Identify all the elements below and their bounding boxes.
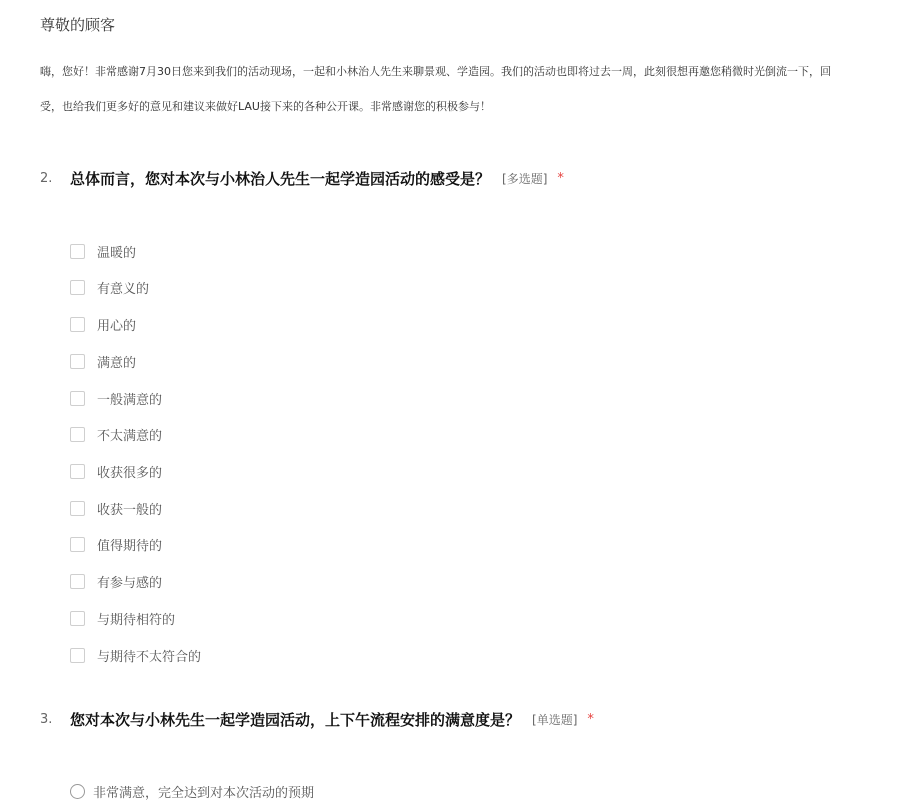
option-label[interactable]: 一般满意的 — [97, 392, 163, 408]
option-label[interactable]: 温暖的 — [97, 245, 137, 261]
checkbox-option[interactable] — [70, 460, 162, 482]
checkbox-option[interactable] — [70, 350, 136, 372]
question-type-label: [多选题] — [502, 172, 548, 186]
option-label[interactable]: 满意的 — [97, 355, 137, 371]
option-label[interactable]: 值得期待的 — [97, 538, 163, 554]
question-title: 总体而言，您对本次与小林治人先生一起学造园活动的感受是？ — [70, 170, 491, 188]
checkbox-option[interactable] — [70, 607, 175, 629]
intro-text — [40, 54, 900, 124]
checkbox-option[interactable] — [70, 276, 149, 298]
question-2-header — [40, 168, 564, 189]
option-label[interactable]: 用心的 — [97, 318, 137, 334]
question-3-header — [40, 709, 594, 730]
checkbox-option[interactable] — [70, 423, 162, 445]
required-marker: * — [557, 171, 564, 186]
checkbox-option[interactable] — [70, 387, 162, 409]
option-label[interactable]: 有意义的 — [97, 281, 150, 297]
checkbox[interactable] — [70, 574, 85, 589]
question-number: 2. — [40, 171, 53, 186]
checkbox[interactable] — [70, 537, 85, 552]
intro-line: 受，也给我们更多好的意见和建议来做好LAU接下来的各种公开课。非常感谢您的积极参与！ — [40, 100, 491, 113]
checkbox[interactable] — [70, 354, 85, 369]
checkbox-option[interactable] — [70, 570, 162, 592]
radio-option[interactable] — [70, 780, 314, 802]
checkbox-option[interactable] — [70, 240, 136, 262]
question-number: 3. — [40, 712, 53, 727]
question-title: 您对本次与小林先生一起学造园活动，上下午流程安排的满意度是？ — [70, 711, 521, 729]
checkbox-option[interactable] — [70, 644, 201, 666]
checkbox[interactable] — [70, 391, 85, 406]
checkbox[interactable] — [70, 648, 85, 663]
checkbox[interactable] — [70, 317, 85, 332]
intro-line: 嗨，您好！非常感谢7月30日您来到我们的活动现场，一起和小林治人先生来聊景观、学造园。我们的活动也即将过去一周，此刻很想再邀您稍微时光倒流一下，回 — [40, 65, 831, 78]
question-type-label: [单选题] — [532, 713, 578, 727]
checkbox[interactable] — [70, 464, 85, 479]
checkbox[interactable] — [70, 611, 85, 626]
option-label[interactable]: 与期待相符的 — [97, 612, 176, 628]
checkbox[interactable] — [70, 427, 85, 442]
greeting-title: 尊敬的顾客 — [40, 16, 116, 34]
checkbox[interactable] — [70, 280, 85, 295]
radio-button[interactable] — [70, 784, 85, 799]
checkbox[interactable] — [70, 501, 85, 516]
option-label[interactable]: 收获一般的 — [97, 502, 163, 518]
option-label[interactable]: 与期待不太符合的 — [97, 649, 202, 665]
checkbox-option[interactable] — [70, 497, 162, 519]
option-label[interactable]: 非常满意，完全达到对本次活动的预期 — [93, 785, 315, 801]
option-label[interactable]: 有参与感的 — [97, 575, 163, 591]
checkbox-option[interactable] — [70, 313, 136, 335]
checkbox[interactable] — [70, 244, 85, 259]
checkbox-option[interactable] — [70, 533, 162, 555]
option-label[interactable]: 收获很多的 — [97, 465, 163, 481]
required-marker: * — [587, 712, 594, 727]
option-label[interactable]: 不太满意的 — [97, 428, 163, 444]
